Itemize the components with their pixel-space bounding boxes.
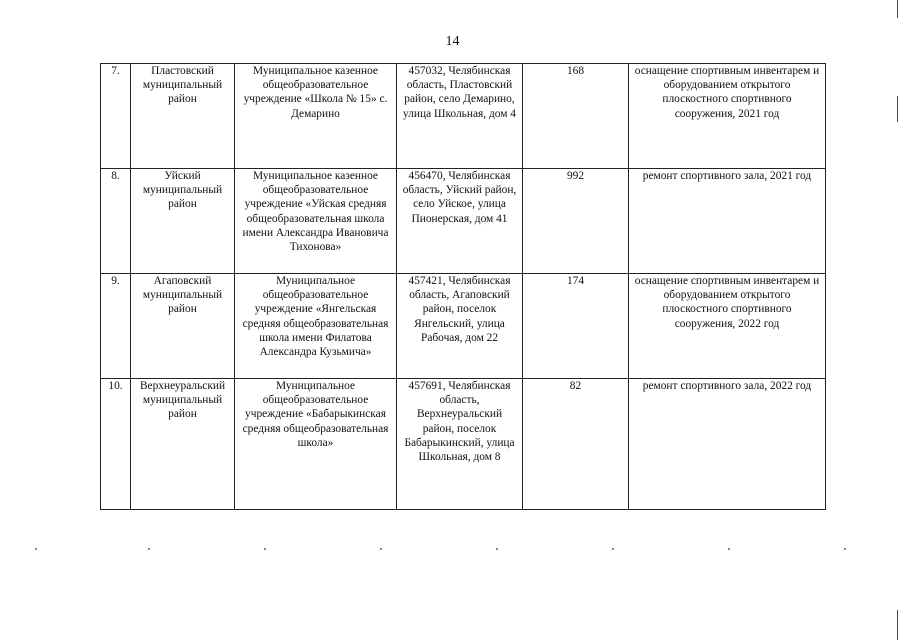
scan-dot: [728, 548, 730, 550]
scan-artifact-dots: [0, 548, 905, 552]
row-number: 7.: [101, 64, 131, 169]
table-row: [101, 64, 826, 169]
institution-cell: Муниципальное казенное общеобразовательное учреждение «Школа № 15» с. Демарино: [235, 64, 397, 169]
scan-dot: [612, 548, 614, 550]
row-number: 9.: [101, 274, 131, 379]
district-cell: Агаповский муниципальный район: [131, 274, 235, 379]
table-row: [101, 169, 826, 274]
scan-edge-mark: [897, 96, 898, 122]
amount-cell: 82: [523, 379, 629, 510]
address-cell: 456470, Челябинская область, Уйский район, село Уйское, улица Пионерская, дом 41: [397, 169, 523, 274]
scan-dot: [148, 548, 150, 550]
scan-dot: [496, 548, 498, 550]
scan-dot: [380, 548, 382, 550]
address-cell: 457032, Челябинская область, Пластовский район, село Демарино, улица Школьная, дом 4: [397, 64, 523, 169]
row-number: 10.: [101, 379, 131, 510]
table-row: [101, 274, 826, 379]
purpose-cell: ремонт спортивного зала, 2021 год: [629, 169, 826, 274]
scan-dot: [35, 548, 37, 550]
purpose-cell: ремонт спортивного зала, 2022 год: [629, 379, 826, 510]
funding-table: [100, 63, 826, 510]
address-cell: 457691, Челябинская область, Верхнеуральский район, поселок Бабарыкинский, улица Школьная, дом 8: [397, 379, 523, 510]
district-cell: Верхнеуральский муниципальный район: [131, 379, 235, 510]
amount-cell: 168: [523, 64, 629, 169]
page-number: 14: [445, 34, 460, 49]
table-row: [101, 379, 826, 510]
institution-cell: Муниципальное общеобразовательное учреждение «Бабарыкинская средняя общеобразовательная школа»: [235, 379, 397, 510]
amount-cell: 992: [523, 169, 629, 274]
purpose-cell: оснащение спортивным инвентарем и оборудованием открытого плоскостного спортивного сооружения, 2022 год: [629, 274, 826, 379]
scan-dot: [264, 548, 266, 550]
institution-cell: Муниципальное казенное общеобразовательное учреждение «Уйская средняя общеобразовательная школа имени Александра Ивановича Тихонова»: [235, 169, 397, 274]
row-number: 8.: [101, 169, 131, 274]
district-cell: Пластовский муниципальный район: [131, 64, 235, 169]
amount-cell: 174: [523, 274, 629, 379]
purpose-cell: оснащение спортивным инвентарем и оборудованием открытого плоскостного спортивного сооружения, 2021 год: [629, 64, 826, 169]
institution-cell: Муниципальное общеобразовательное учреждение «Янгельская средняя общеобразовательная школа имени Филатова Александра Кузьмича»: [235, 274, 397, 379]
district-cell: Уйский муниципальный район: [131, 169, 235, 274]
scan-edge-mark: [897, 610, 898, 640]
address-cell: 457421, Челябинская область, Агаповский район, поселок Янгельский, улица Рабочая, дом 22: [397, 274, 523, 379]
scan-edge-mark: [897, 0, 898, 18]
scan-dot: [844, 548, 846, 550]
